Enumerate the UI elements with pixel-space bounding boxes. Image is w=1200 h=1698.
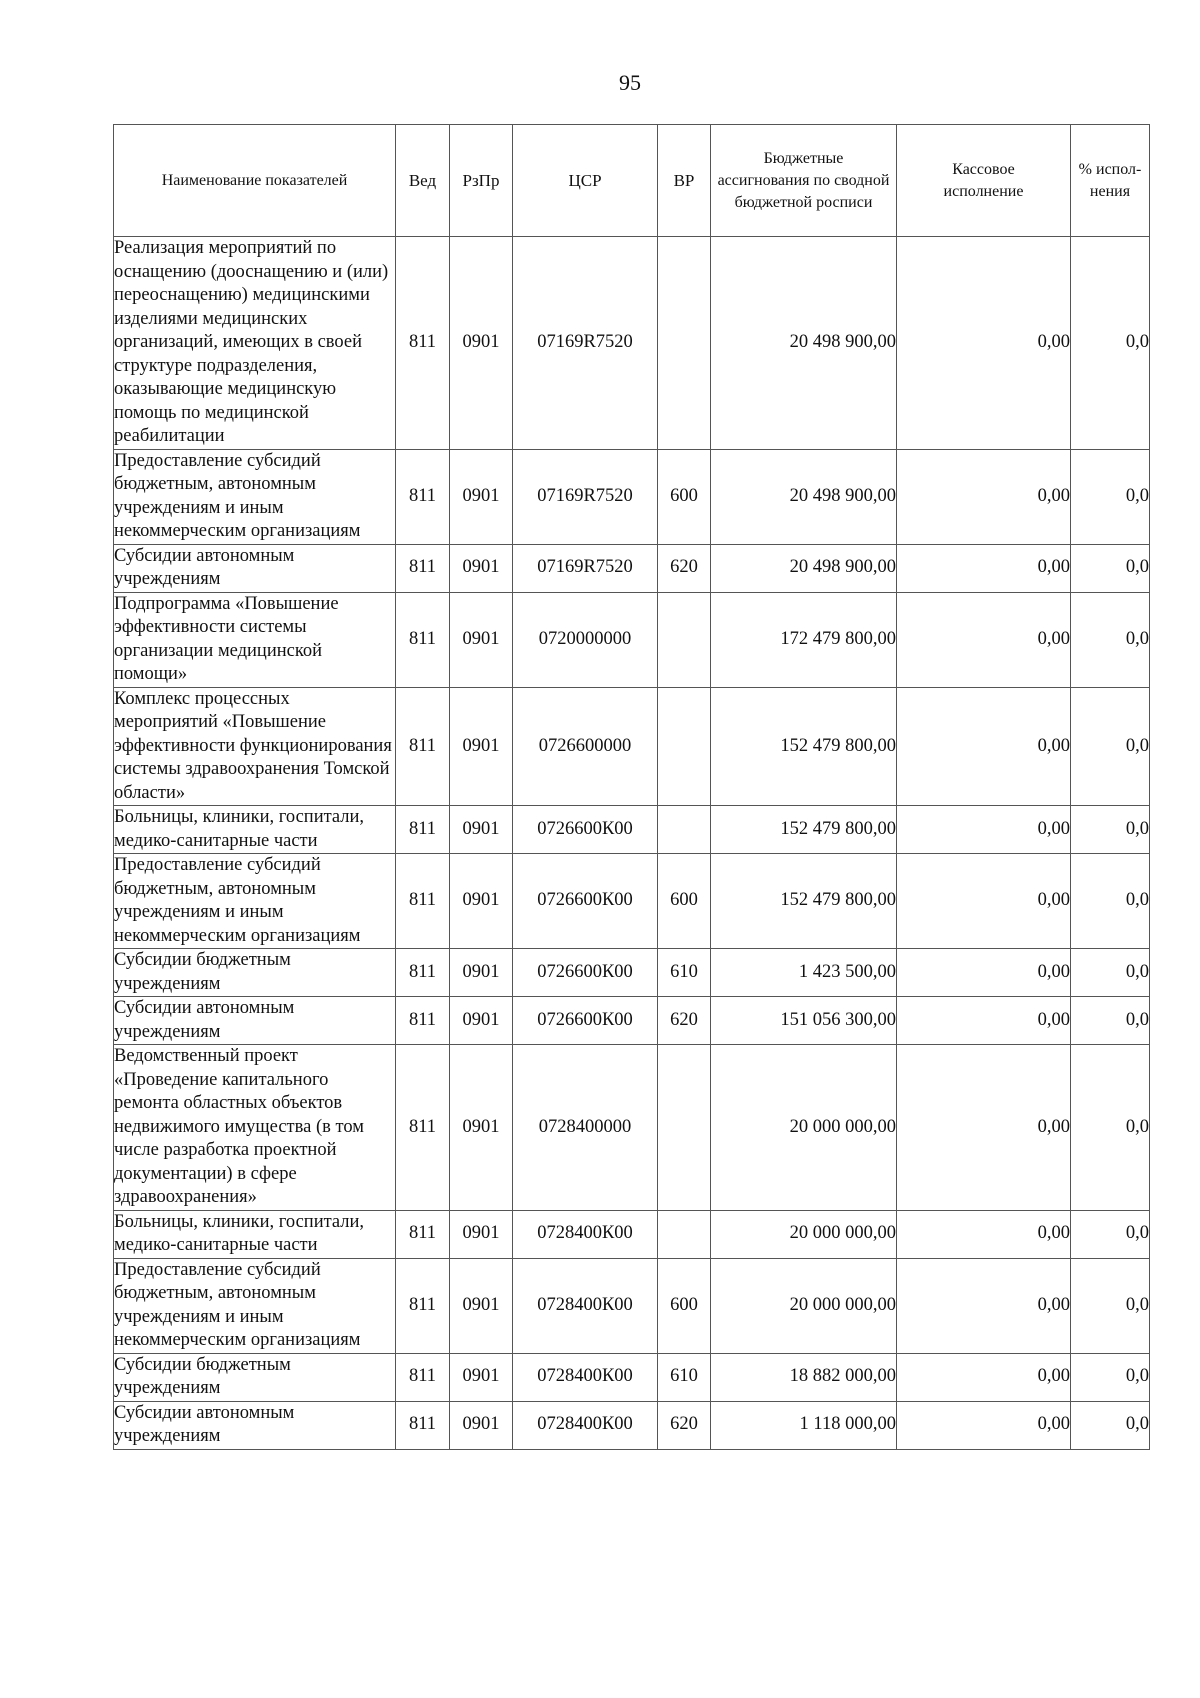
cell-percent: 0,0 [1071,544,1150,592]
cell-csr: 0726600000 [513,687,658,806]
cell-cash: 0,00 [897,854,1071,949]
cell-rzpr: 0901 [450,949,513,997]
table-row [114,854,1150,949]
cell-name: Больницы, клиники, госпитали, медико-санитарные части [114,1210,396,1258]
cell-ved: 811 [396,1210,450,1258]
cell-cash: 0,00 [897,237,1071,450]
table-row [114,1210,1150,1258]
cell-vr: 620 [658,997,711,1045]
cell-cash: 0,00 [897,544,1071,592]
cell-vr: 600 [658,449,711,544]
cell-ved: 811 [396,237,450,450]
cell-ved: 811 [396,997,450,1045]
table-row [114,544,1150,592]
cell-rzpr: 0901 [450,449,513,544]
cell-ved: 811 [396,1258,450,1353]
cell-cash: 0,00 [897,997,1071,1045]
cell-csr: 07169R7520 [513,544,658,592]
header-name: Наименование показателей [114,125,396,237]
cell-csr: 0728400К00 [513,1353,658,1401]
table-header-row [114,125,1150,237]
cell-percent: 0,0 [1071,1353,1150,1401]
cell-csr: 0726600К00 [513,949,658,997]
cell-vr: 600 [658,854,711,949]
cell-ved: 811 [396,592,450,687]
cell-name: Комплекс процессных мероприятий «Повышение эффективности функционирования системы здравоохранения Томской области» [114,687,396,806]
cell-cash: 0,00 [897,1045,1071,1211]
cell-budget: 20 498 900,00 [711,449,897,544]
cell-vr [658,592,711,687]
header-ved: Вед [396,125,450,237]
cell-name: Субсидии автономным учреждениям [114,544,396,592]
cell-rzpr: 0901 [450,1353,513,1401]
cell-vr: 600 [658,1258,711,1353]
table-row [114,1258,1150,1353]
cell-name: Предоставление субсидий бюджетным, автономным учреждениям и иным некоммерческим организациям [114,1258,396,1353]
cell-name: Субсидии автономным учреждениям [114,1401,396,1449]
cell-percent: 0,0 [1071,854,1150,949]
cell-vr: 620 [658,544,711,592]
cell-budget: 20 000 000,00 [711,1210,897,1258]
cell-vr: 610 [658,1353,711,1401]
cell-vr: 610 [658,949,711,997]
cell-csr: 0728400К00 [513,1401,658,1449]
cell-ved: 811 [396,806,450,854]
cell-ved: 811 [396,687,450,806]
cell-ved: 811 [396,544,450,592]
table-row [114,1353,1150,1401]
cell-percent: 0,0 [1071,592,1150,687]
cell-percent: 0,0 [1071,449,1150,544]
cell-percent: 0,0 [1071,1258,1150,1353]
cell-budget: 20 498 900,00 [711,237,897,450]
cell-budget: 152 479 800,00 [711,806,897,854]
table-row [114,1045,1150,1211]
cell-rzpr: 0901 [450,1210,513,1258]
cell-name: Ведомственный проект «Проведение капитального ремонта областных объектов недвижимого имущества (в том числе разработка проектной документации) в сфере здравоохранения» [114,1045,396,1211]
cell-cash: 0,00 [897,449,1071,544]
header-percent: % испол-нения [1071,125,1150,237]
cell-percent: 0,0 [1071,1045,1150,1211]
table-row [114,592,1150,687]
cell-ved: 811 [396,854,450,949]
cell-vr [658,806,711,854]
cell-budget: 172 479 800,00 [711,592,897,687]
cell-name: Субсидии бюджетным учреждениям [114,1353,396,1401]
cell-percent: 0,0 [1071,1401,1150,1449]
cell-budget: 1 423 500,00 [711,949,897,997]
cell-budget: 152 479 800,00 [711,687,897,806]
header-budget: Бюджетные ассигнования по сводной бюджетной росписи [711,125,897,237]
cell-rzpr: 0901 [450,237,513,450]
budget-table [113,124,1150,1450]
cell-cash: 0,00 [897,1258,1071,1353]
header-vr: ВР [658,125,711,237]
page-number: 95 [619,70,641,95]
cell-vr [658,1210,711,1258]
cell-csr: 07169R7520 [513,237,658,450]
header-csr: ЦСР [513,125,658,237]
cell-rzpr: 0901 [450,1401,513,1449]
cell-budget: 20 000 000,00 [711,1258,897,1353]
table-row [114,997,1150,1045]
cell-name: Предоставление субсидий бюджетным, автономным учреждениям и иным некоммерческим организациям [114,854,396,949]
cell-cash: 0,00 [897,806,1071,854]
cell-percent: 0,0 [1071,997,1150,1045]
cell-name: Реализация мероприятий по оснащению (дооснащению и (или) переоснащению) медицинскими изделиями медицинских организаций, имеющих в своей структуре подразделения, оказывающие медицинскую помощь по медицинской реабилитации [114,237,396,450]
cell-vr [658,687,711,806]
header-rzpr: РзПр [450,125,513,237]
cell-cash: 0,00 [897,1210,1071,1258]
header-cash: Кассовое исполнение [897,125,1071,237]
cell-budget: 151 056 300,00 [711,997,897,1045]
cell-csr: 0726600К00 [513,806,658,854]
cell-budget: 20 498 900,00 [711,544,897,592]
cell-rzpr: 0901 [450,544,513,592]
cell-csr: 07169R7520 [513,449,658,544]
cell-csr: 0726600К00 [513,854,658,949]
cell-cash: 0,00 [897,949,1071,997]
table-row [114,1401,1150,1449]
cell-rzpr: 0901 [450,592,513,687]
cell-vr [658,237,711,450]
table-row [114,949,1150,997]
cell-name: Больницы, клиники, госпитали, медико-санитарные части [114,806,396,854]
cell-rzpr: 0901 [450,1045,513,1211]
cell-cash: 0,00 [897,687,1071,806]
cell-percent: 0,0 [1071,687,1150,806]
cell-csr: 0726600К00 [513,997,658,1045]
cell-budget: 1 118 000,00 [711,1401,897,1449]
cell-percent: 0,0 [1071,237,1150,450]
cell-rzpr: 0901 [450,806,513,854]
cell-budget: 152 479 800,00 [711,854,897,949]
cell-budget: 18 882 000,00 [711,1353,897,1401]
cell-ved: 811 [396,949,450,997]
cell-name: Субсидии автономным учреждениям [114,997,396,1045]
cell-cash: 0,00 [897,1353,1071,1401]
cell-csr: 0728400000 [513,1045,658,1211]
cell-cash: 0,00 [897,592,1071,687]
cell-name: Предоставление субсидий бюджетным, автономным учреждениям и иным некоммерческим организациям [114,449,396,544]
cell-csr: 0720000000 [513,592,658,687]
cell-ved: 811 [396,1045,450,1211]
table-body [114,237,1150,1450]
cell-percent: 0,0 [1071,1210,1150,1258]
cell-vr: 620 [658,1401,711,1449]
cell-rzpr: 0901 [450,1258,513,1353]
cell-rzpr: 0901 [450,854,513,949]
cell-rzpr: 0901 [450,687,513,806]
cell-budget: 20 000 000,00 [711,1045,897,1211]
cell-ved: 811 [396,1353,450,1401]
cell-ved: 811 [396,1401,450,1449]
cell-name: Подпрограмма «Повышение эффективности системы организации медицинской помощи» [114,592,396,687]
cell-csr: 0728400К00 [513,1258,658,1353]
table-row [114,687,1150,806]
cell-vr [658,1045,711,1211]
cell-csr: 0728400К00 [513,1210,658,1258]
cell-percent: 0,0 [1071,806,1150,854]
table-row [114,237,1150,450]
cell-ved: 811 [396,449,450,544]
table-row [114,806,1150,854]
table-row [114,449,1150,544]
cell-percent: 0,0 [1071,949,1150,997]
cell-rzpr: 0901 [450,997,513,1045]
cell-cash: 0,00 [897,1401,1071,1449]
cell-name: Субсидии бюджетным учреждениям [114,949,396,997]
